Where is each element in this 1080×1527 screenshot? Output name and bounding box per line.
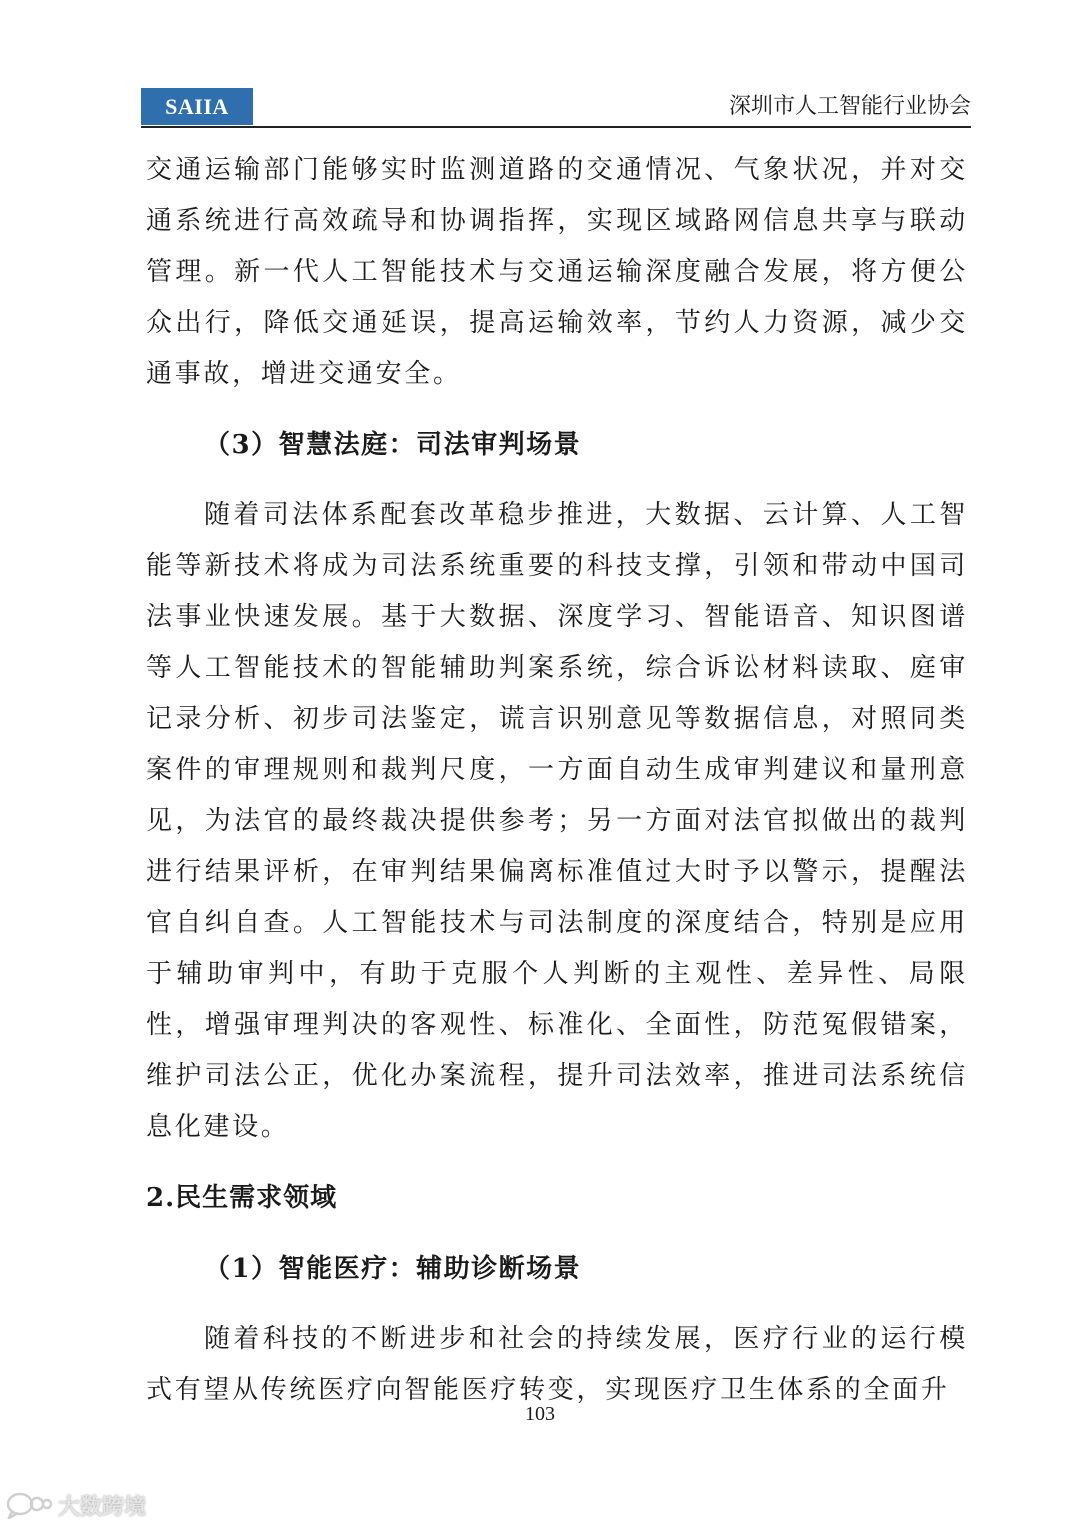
paragraph-traffic-continued: 交通运输部门能够实时监测道路的交通情况、气象状况，并对交通系统进行高效疏导和协调指挥，实现区域路网信息共享与联动管理。新一代人工智能技术与交通运输深度融合发展，将方便公众出行，降低交通延误，提高运输效率，节约人力资源，减少交通事故，增进交通安全。 [146,155,968,389]
section-heading-livelihood: 2.民生需求领域 [146,1183,338,1213]
saiia-badge: SAIIA [141,88,253,125]
page-number: 103 [525,1403,555,1425]
page-header [141,88,971,128]
watermark-text: 大数跨境 [58,1494,147,1520]
speech-bubble-icon [6,1491,52,1519]
watermark [6,1490,146,1520]
document-body [146,145,968,1416]
paragraph-smart-medical: 随着科技的不断进步和社会的持续发展，医疗行业的运行模式有望从传统医疗向智能医疗转变，实现医疗卫生体系的全面升 [146,1324,968,1405]
subheading-smart-court: （3）智慧法庭：司法审判场景 [204,430,582,460]
subheading-smart-medical: （1）智能医疗：辅助诊断场景 [204,1254,582,1284]
paragraph-smart-court: 随着司法体系配套改革稳步推进，大数据、云计算、人工智能等新技术将成为司法系统重要的科技支撑，引领和带动中国司法事业快速发展。基于大数据、深度学习、智能语音、知识图谱等人工智能技术的智能辅助判案系统，综合诉讼材料读取、庭审记录分析、初步司法鉴定，谎言识别意见等数据信息，对照同类案件的审理规则和裁判尺度，一方面自动生成审判建议和量刑意见，为法官的最终裁决提供参考；另一方面对法官拟做出的裁判进行结果评析，在审判结果偏离标准值过大时予以警示，提醒法官自纠自查。人工智能技术与司法制度的深度结合，特别是应用于辅助审判中，有助于克服个人判断的主观性、差异性、局限性，增强审理判决的客观性、标准化、全面性，防范冤假错案，维护司法公正，优化办案流程，提升司法效率，推进司法系统信息化建设。 [146,500,968,1142]
organization-name: 深圳市人工智能行业协会 [728,94,971,119]
